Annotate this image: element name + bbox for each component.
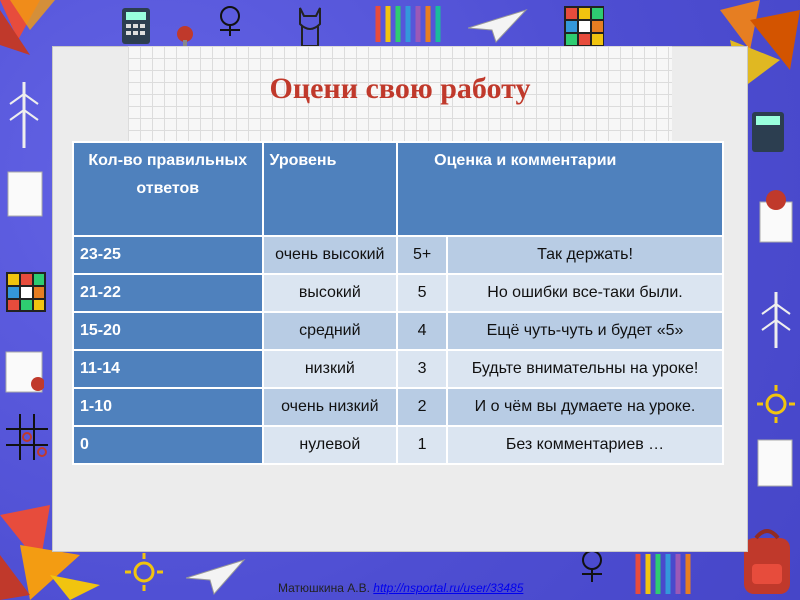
cell-level: высокий bbox=[263, 274, 398, 312]
column-header-grade: Оценка и комментарии bbox=[397, 142, 723, 236]
calculator-icon bbox=[120, 6, 152, 46]
cell-comment: Ещё чуть-чуть и будет «5» bbox=[447, 312, 723, 350]
cell-level: низкий bbox=[263, 350, 398, 388]
pencils-icon bbox=[630, 552, 700, 596]
cell-grade: 5 bbox=[397, 274, 447, 312]
cell-comment: Будьте внимательны на уроке! bbox=[447, 350, 723, 388]
column-header-level: Уровень bbox=[263, 142, 398, 236]
rubiks-cube-icon bbox=[6, 272, 46, 312]
cell-grade: 1 bbox=[397, 426, 447, 464]
cell-count: 0 bbox=[73, 426, 263, 464]
table-row bbox=[73, 312, 723, 350]
table-row bbox=[73, 236, 723, 274]
cell-comment: Но ошибки все-таки были. bbox=[447, 274, 723, 312]
tic-tac-toe-icon bbox=[4, 412, 50, 462]
cell-comment: Без комментариев … bbox=[447, 426, 723, 464]
table-row bbox=[73, 426, 723, 464]
cell-grade: 4 bbox=[397, 312, 447, 350]
cell-grade: 2 bbox=[397, 388, 447, 426]
paper-plane-icon bbox=[468, 8, 528, 44]
note-paper-icon bbox=[4, 350, 44, 394]
cat-drawing-icon bbox=[292, 4, 328, 48]
table-row bbox=[73, 350, 723, 388]
cell-comment: Так держать! bbox=[447, 236, 723, 274]
smiley-drawing-icon bbox=[210, 4, 250, 44]
cell-level: очень низкий bbox=[263, 388, 398, 426]
footer-link[interactable]: http://nsportal.ru/user/33485 bbox=[373, 581, 524, 595]
rubiks-cube-icon bbox=[562, 4, 606, 48]
cell-count: 11-14 bbox=[73, 350, 263, 388]
calculator-icon bbox=[750, 110, 786, 154]
cell-level: очень высокий bbox=[263, 236, 398, 274]
cell-count: 1-10 bbox=[73, 388, 263, 426]
cell-comment: И о чём вы думаете на уроке. bbox=[447, 388, 723, 426]
column-header-count: Кол-во правильных ответов bbox=[73, 142, 263, 236]
grades-table bbox=[72, 141, 724, 465]
note-paper-icon bbox=[756, 438, 794, 488]
cell-count: 15-20 bbox=[73, 312, 263, 350]
cell-level: нулевой bbox=[263, 426, 398, 464]
smiley-drawing-icon bbox=[572, 548, 612, 592]
cell-level: средний bbox=[263, 312, 398, 350]
note-paper-icon bbox=[6, 170, 44, 218]
table-row bbox=[73, 274, 723, 312]
footer-credit bbox=[278, 581, 523, 595]
paper-plane-icon bbox=[186, 556, 246, 596]
sun-icon bbox=[124, 552, 164, 592]
page-title: Оцени свою работу bbox=[269, 72, 531, 105]
cell-grade: 5+ bbox=[397, 236, 447, 274]
cell-count: 21-22 bbox=[73, 274, 263, 312]
table-header-row bbox=[73, 142, 723, 236]
sun-icon bbox=[756, 384, 796, 424]
cell-count: 23-25 bbox=[73, 236, 263, 274]
pencils-icon bbox=[370, 2, 450, 44]
table-row bbox=[73, 388, 723, 426]
cell-grade: 3 bbox=[397, 350, 447, 388]
pushpin-icon bbox=[756, 188, 796, 244]
footer-author: Матюшкина А.В. bbox=[278, 581, 370, 595]
tree-icon bbox=[756, 290, 796, 350]
